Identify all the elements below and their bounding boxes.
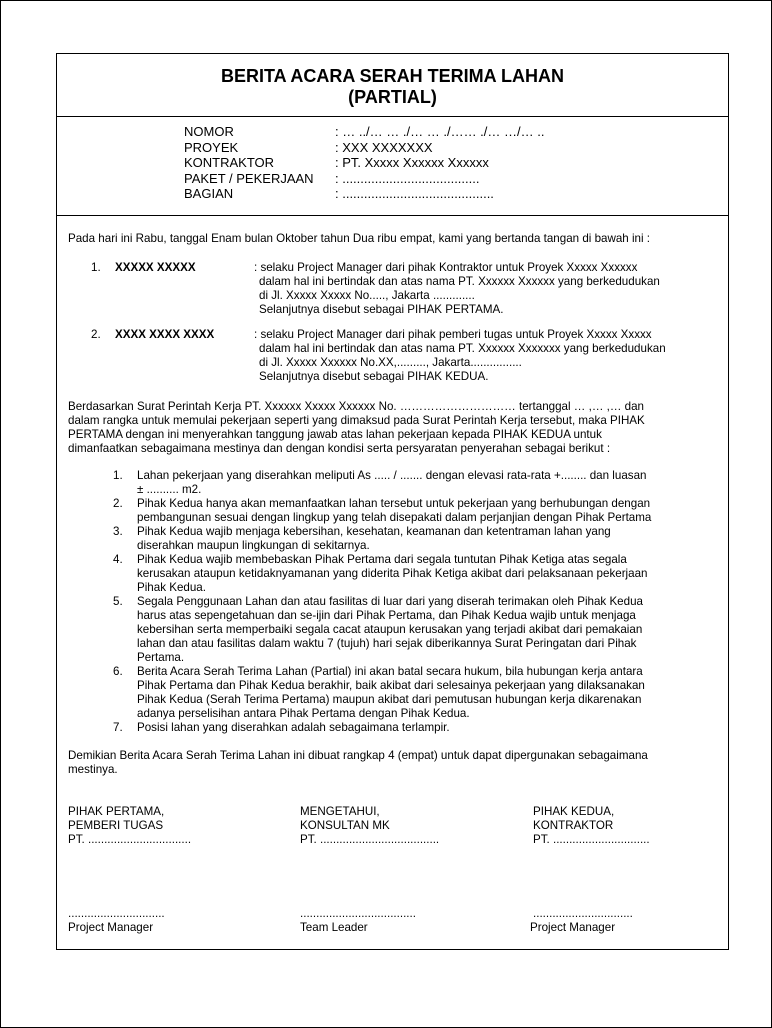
info-value: : XXX XXXXXXX <box>335 139 433 155</box>
term-line: Pihak Kedua hanya akan memanfaatkan lahan tersebut untuk pekerjaan yang berhubungan dengan <box>137 497 651 510</box>
info-row-nomor <box>57 124 728 140</box>
info-row-kontraktor <box>57 155 728 171</box>
term-line: adanya perselisihan antara Pihak Pertama dengan Pihak Kedua. <box>137 707 470 720</box>
signature-company: PT. ................................ <box>68 833 192 846</box>
signature-role: PIHAK PERTAMA, <box>68 805 165 818</box>
party-name: XXXXX XXXXX <box>115 261 196 274</box>
signature-block-pihak-kedua <box>533 805 650 847</box>
signature-block-pihak-pertama <box>68 805 191 847</box>
party-name: XXXX XXXX XXXX <box>115 328 215 341</box>
basis-line: dalam rangka untuk memulai pekerjaan seperti yang dimaksud pada Surat Perintah Kerja tersebut, maka PIHAK <box>68 414 645 427</box>
signature-company: PT. .............................. <box>533 833 650 846</box>
term-number: 3. <box>113 525 123 538</box>
term-line: Pihak Pertama dan Pihak Kedua berakhir, baik akibat dari selesainya pekerjaan yang dilaksanakan <box>137 679 645 692</box>
term-line: diserahkan maupun lingkungan di sekitarnya. <box>137 539 370 552</box>
info-label: BAGIAN <box>184 186 234 202</box>
term-line: Pihak Kedua. <box>137 581 206 594</box>
party-line: : selaku Project Manager dari pihak pemberi tugas untuk Proyek Xxxxx Xxxxx <box>254 328 652 341</box>
term-line: Berita Acara Serah Terima Lahan (Partial) ini akan batal secara hukum, bila hubungan kerja antara <box>137 665 643 678</box>
term-number: 5. <box>113 595 123 608</box>
info-value: : ...................................... <box>335 170 480 186</box>
party-number: 2. <box>91 328 101 341</box>
term-text <box>137 665 717 721</box>
signature-line <box>68 907 165 935</box>
term-line: kerusakan ataupun ketidaknyamanan yang diderita Pihak Ketiga akibat dari pelaksanaan pekerjaan <box>137 567 648 580</box>
info-row-paket <box>57 171 728 187</box>
signature-role: KONTRAKTOR <box>533 819 614 832</box>
term-text <box>137 595 717 665</box>
signature-role: PIHAK KEDUA, <box>533 805 615 818</box>
signature-dots: .............................. <box>68 907 165 920</box>
document <box>56 53 729 950</box>
term-line: Pertama. <box>137 651 185 664</box>
party-line: Selanjutnya disebut sebagai PIHAK PERTAMA. <box>259 303 504 316</box>
signature-role: PEMBERI TUGAS <box>68 819 164 832</box>
term-number: 1. <box>113 469 123 482</box>
party-number: 1. <box>91 261 101 274</box>
signature-dots: .................................... <box>300 907 416 920</box>
info-label: PAKET / PEKERJAAN <box>184 170 314 186</box>
closing-line: Demikian Berita Acara Serah Terima Lahan ini dibuat rangkap 4 (empat) untuk dapat dipergunakan sebagaimana <box>68 749 648 762</box>
signature-role: MENGETAHUI, <box>300 805 380 818</box>
term-number: 4. <box>113 553 123 566</box>
document-subtitle: (PARTIAL) <box>348 87 437 107</box>
basis-line: Berdasarkan Surat Perintah Kerja PT. Xxxxxx Xxxxx Xxxxxx No. ………………………… tertanggal … ,… ,… dan <box>68 400 645 413</box>
info-label: KONTRAKTOR <box>184 155 275 171</box>
term-text <box>137 469 717 497</box>
party-line: : selaku Project Manager dari pihak Kontraktor untuk Proyek Xxxxx Xxxxxx <box>254 261 638 274</box>
basis-line: PERTAMA dengan ini menyerahkan tanggung jawab atas lahan pekerjaan kepada PIHAK KEDUA untuk <box>68 428 602 441</box>
party-description <box>254 261 716 317</box>
term-line: Segala Penggunaan Lahan dan atau fasilitas di luar dari yang diserah terimakan oleh Pihak Kedua <box>137 595 643 608</box>
term-number: 2. <box>113 497 123 510</box>
party-line: dalam hal ini bertindak dan atas nama PT. Xxxxxx Xxxxxx yang berkedudukan <box>259 275 660 288</box>
signature-dots: ............................... <box>533 907 633 920</box>
info-row-proyek <box>57 140 728 156</box>
basis-line: dimanfaatkan sebagaimana mestinya dan dengan kondisi serta persyaratan penyerahan sebagai berikut : <box>68 442 611 455</box>
party-description <box>254 328 716 384</box>
term-text <box>137 525 717 553</box>
party-line: dalam hal ini bertindak dan atas nama PT. Xxxxxx Xxxxxxx yang berkedudukan <box>259 342 666 355</box>
term-text <box>137 497 717 525</box>
info-label: NOMOR <box>184 124 234 139</box>
closing-paragraph <box>68 749 720 777</box>
info-box <box>57 117 728 216</box>
term-line: Lahan pekerjaan yang diserahkan meliputi As ..... / ....... dengan elevasi rata-rata +........ dan luasan <box>137 469 647 482</box>
info-row-bagian <box>57 186 728 202</box>
signature-role: KONSULTAN MK <box>300 819 390 832</box>
term-text <box>137 721 717 735</box>
closing-line: mestinya. <box>68 763 118 776</box>
signature-block-konsultan <box>300 805 439 847</box>
info-value: : … ../… … ./… … ./…… ./… …/… .. <box>335 124 545 139</box>
term-line: ± .......... m2. <box>137 483 202 496</box>
term-line: Pihak Kedua wajib membebaskan Pihak Pertama dari segala tuntutan Pihak Ketiga atas segala <box>137 553 627 566</box>
term-line: pembangunan sesuai dengan lingkup yang telah disepakati dalam perjanjian dengan Pihak Pertama <box>137 511 652 524</box>
signature-title: Project Manager <box>68 921 154 934</box>
signature-line <box>300 907 416 935</box>
signature-line <box>530 907 633 935</box>
info-value: : .......................................... <box>335 186 494 202</box>
party-line: Selanjutnya disebut sebagai PIHAK KEDUA. <box>259 370 489 383</box>
document-title: BERITA ACARA SERAH TERIMA LAHAN <box>221 66 564 86</box>
term-line: Pihak Kedua (Serah Terima Pertama) maupun akibat dari pemutusan hubungan kerja dikarenakan <box>137 693 642 706</box>
term-line: Pihak Kedua wajib menjaga kebersihan, kesehatan, keamanan dan ketentraman lahan yang <box>137 525 611 538</box>
term-line: kebersihan serta memperbaiki segala cacat ataupun kerusakan yang terjadi akibat dari pemakaian <box>137 623 643 636</box>
term-line: lahan dan atau fasilitas dalam waktu 7 (tujuh) hari sejak diberikannya Surat Peringatan dari Pihak <box>137 637 637 650</box>
basis-paragraph <box>68 400 720 456</box>
term-line: Posisi lahan yang diserahkan adalah sebagaimana terlampir. <box>137 721 450 734</box>
party-line: di Jl. Xxxxx Xxxxxx No.XX,........., Jakarta................ <box>259 356 522 369</box>
signature-title: Project Manager <box>530 921 616 934</box>
term-line: harus atas sepengetahuan dan se-ijin dari Pihak Pertama, dan Pihak Kedua wajib untuk menjaga <box>137 609 636 622</box>
title-box <box>57 54 728 117</box>
signature-company: PT. ..................................... <box>300 833 440 846</box>
info-label: PROYEK <box>184 139 239 155</box>
term-number: 7. <box>113 721 123 734</box>
term-number: 6. <box>113 665 123 678</box>
intro-paragraph: Pada hari ini Rabu, tanggal Enam bulan Oktober tahun Dua ribu empat, kami yang bertanda tangan di bawah ini : <box>68 232 650 245</box>
term-text <box>137 553 717 595</box>
party-line: di Jl. Xxxxx Xxxxx No....., Jakarta ............. <box>259 289 475 302</box>
signature-title: Team Leader <box>300 921 368 934</box>
info-value: : PT. Xxxxx Xxxxxx Xxxxxx <box>335 155 489 171</box>
